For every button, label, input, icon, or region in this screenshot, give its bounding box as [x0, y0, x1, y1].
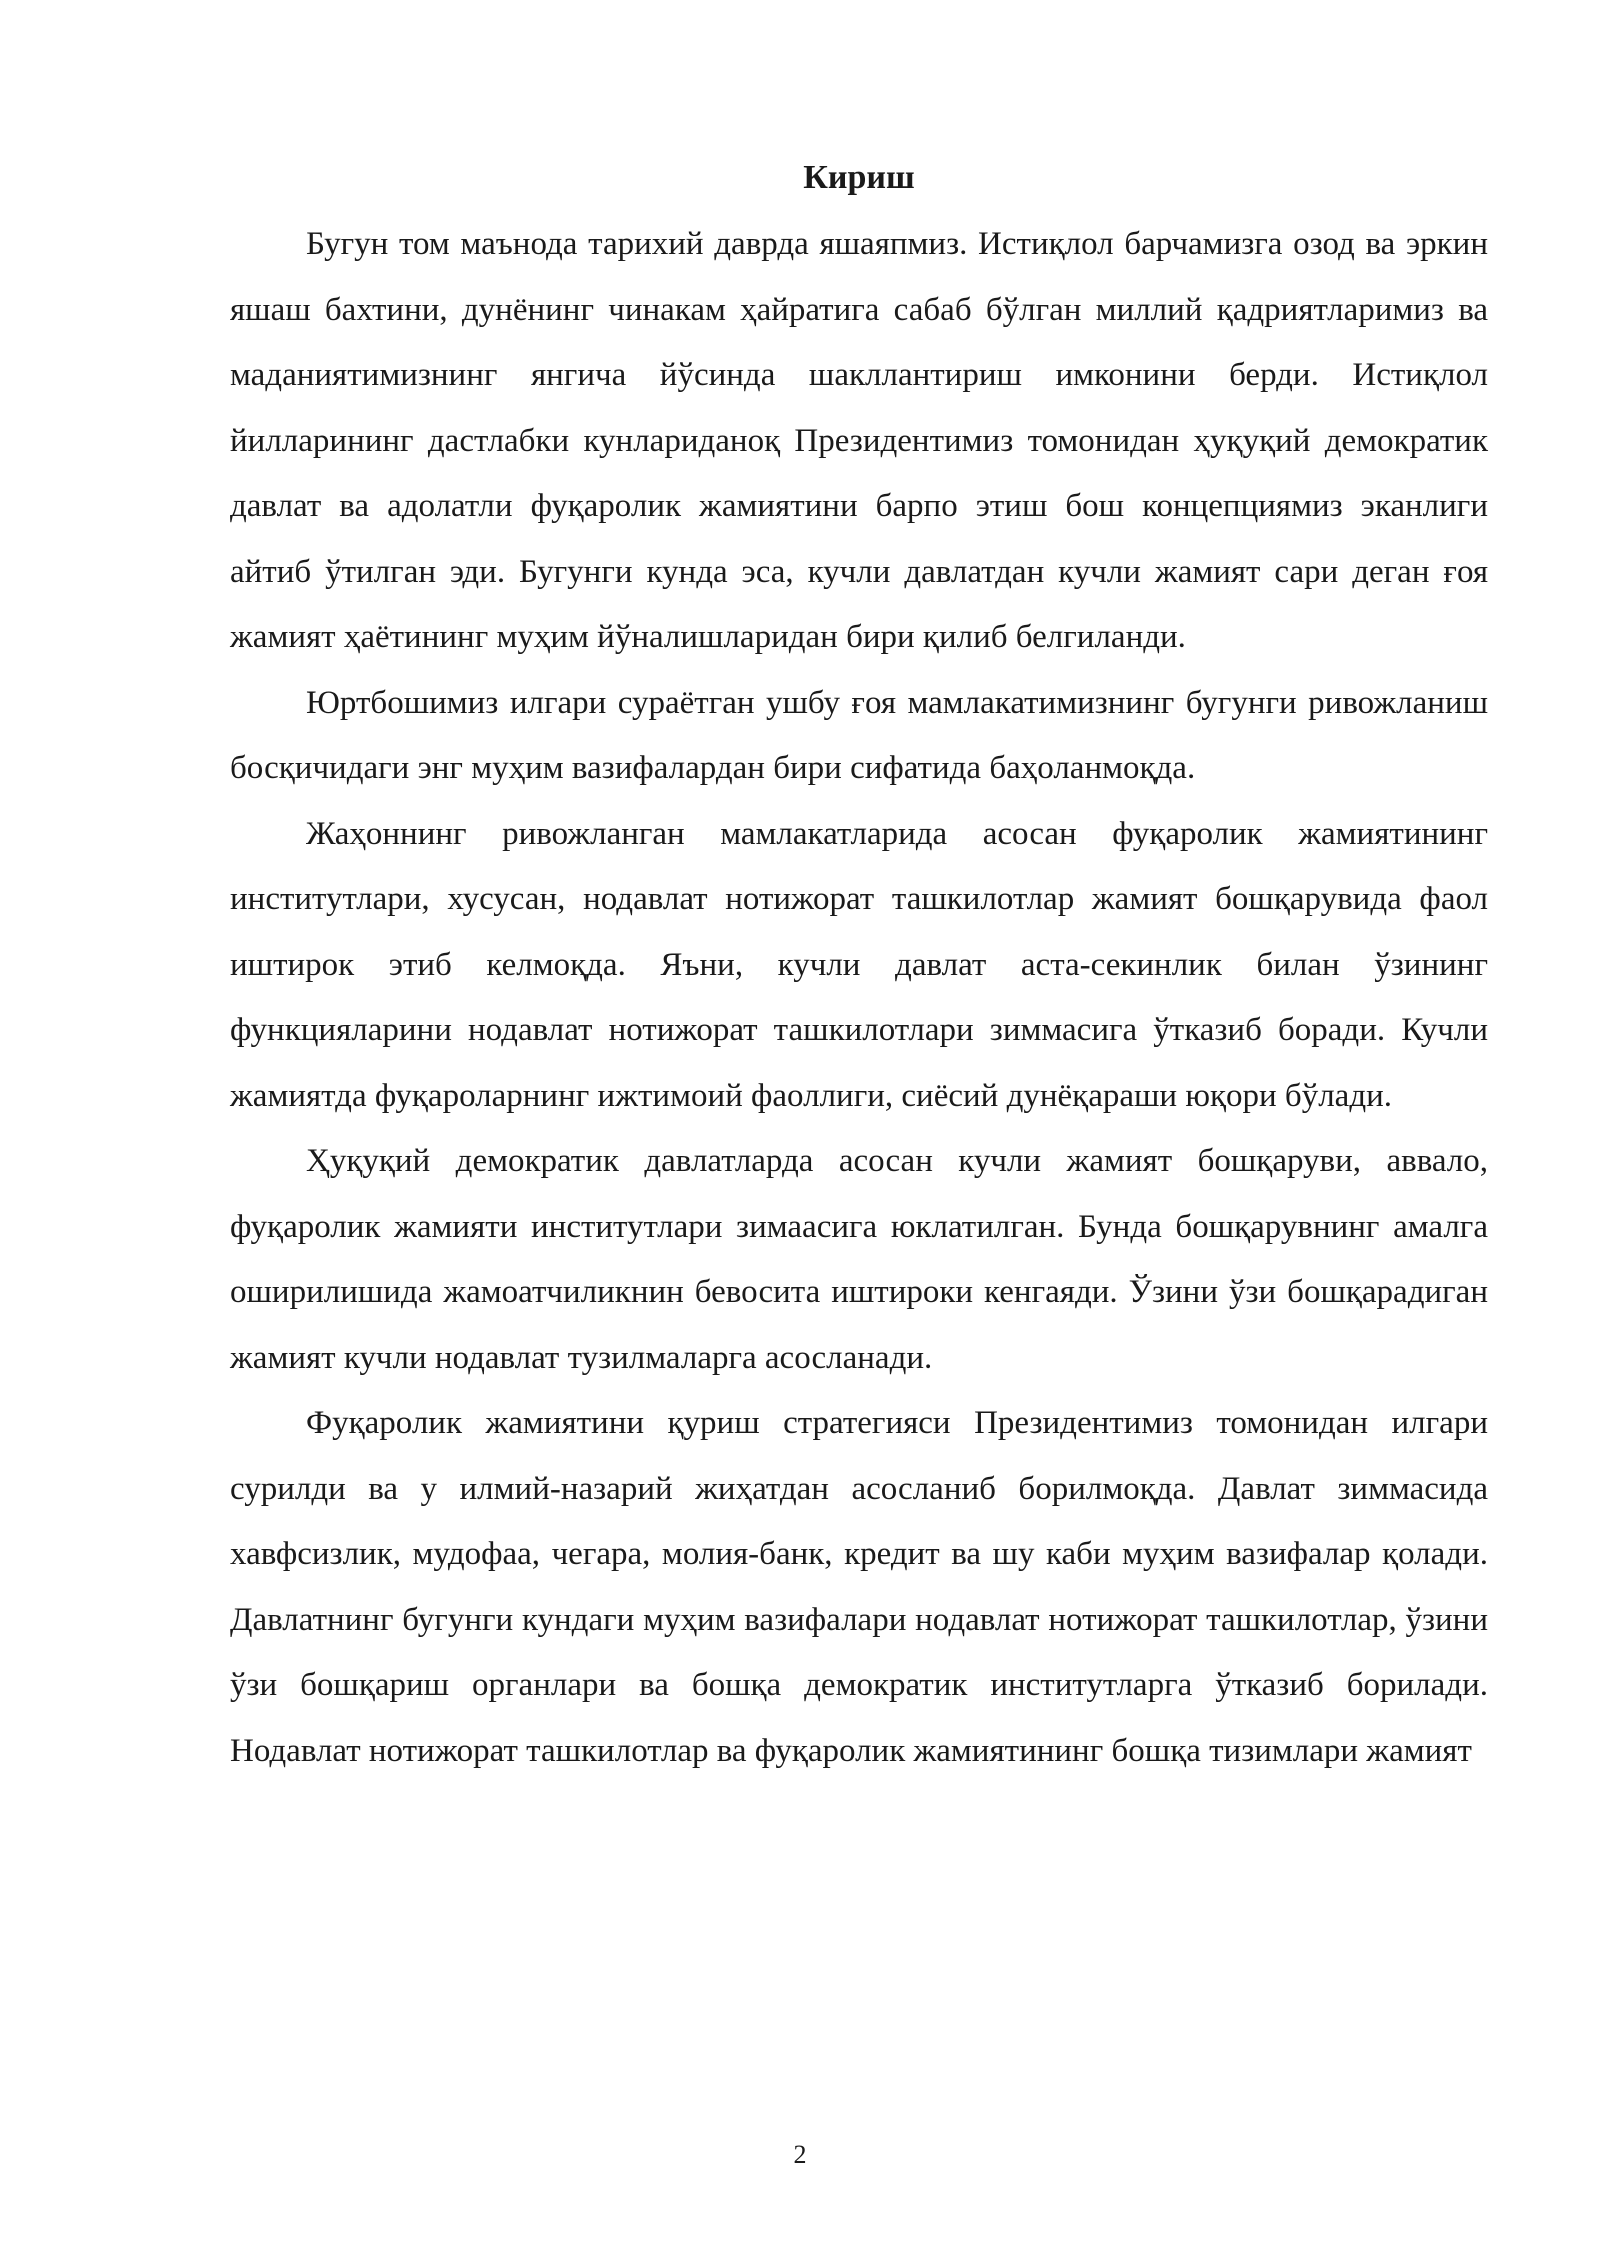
paragraph-3: Жаҳоннинг ривожланган мамлакатларида асосан фуқаролик жамиятининг институтлари, хусусан, нодавлат нотижорат ташкилотлар жамият бошқарувида фаол иштирок этиб келмоқда. Яъни, кучли давлат аста-секинлик билан ўзининг функцияларини нодавлат нотижорат ташкилотлари зиммасига ўтказиб боради. Кучли жамиятда фуқароларнинг ижтимоий фаоллиги, сиёсий дунёқараши юқори бўлади. [230, 815, 1488, 1114]
paragraph-5: Фуқаролик жамиятини қуриш стратегияси Президентимиз томонидан илгари сурилди ва у илмий-назарий жиҳатдан асосланиб борилмоқда. Давлат зиммасида хавфсизлик, мудофаа, чегара, молия-банк, кредит ва шу каби муҳим вазифалар қолади. Давлатнинг бугунги кундаги муҳим вазифалари нодавлат нотижорат ташкилотлар, ўзини ўзи бошқариш органлари ва бошқа демократик институтларга ўтказиб борилади. Нодавлат нотижорат ташкилотлар ва фуқаролик жамиятининг бошқа тизимлари жамият [230, 1405, 1488, 1769]
paragraph-2: Юртбошимиз илгари сураётган ушбу ғоя мамлакатимизнинг бугунги ривожланиш босқичидаги энг муҳим вазифалардан бири сифатида баҳоланмоқда. [230, 684, 1488, 786]
paragraph-1: Бугун том маънода тарихий даврда яшаяпмиз. Истиқлол барчамизга озод ва эркин яшаш бахтини, дунёнинг чинакам ҳайратига сабаб бўлган миллий қадриятларимиз ва маданиятимизнинг янгича йўсинда шакллантириш имконини берди. Истиқлол йилларининг дастлабки кунлариданоқ Президентимиз томонидан ҳуқуқий демократик давлат ва адолатли фуқаролик жамиятини барпо этиш бош концепциямиз эканлиги айтиб ўтилган эди. Бугунги кунда эса, кучли давлатдан кучли жамият сари деган ғоя жамият ҳаётининг муҳим йўналишларидан бири қилиб белгиланди. [230, 226, 1488, 655]
page-content [230, 148, 1488, 1784]
page-number: 2 [793, 2140, 807, 2169]
paragraph-4: Ҳуқуқий демократик давлатларда асосан кучли жамият бошқаруви, аввало, фуқаролик жамияти институтлари зимаасига юклатилган. Бунда бошқарувнинг амалга оширилишида жамоатчиликнин бевосита иштироки кенгаяди. Ўзини ўзи бошқарадиган жамият кучли нодавлат тузилмаларга асосланади. [230, 1143, 1488, 1376]
section-title: Кириш [803, 159, 915, 196]
